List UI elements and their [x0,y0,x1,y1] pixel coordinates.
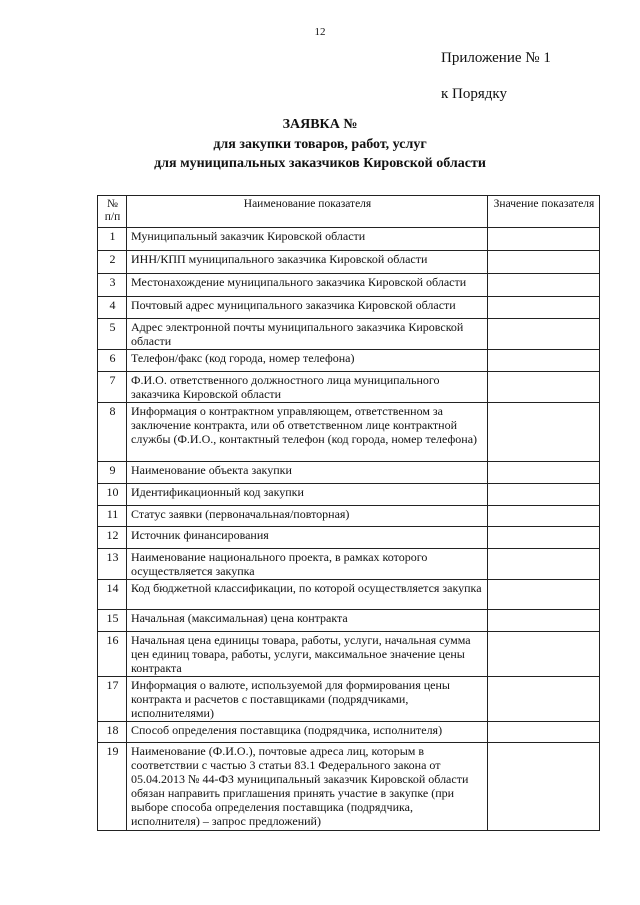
table-row [98,527,600,549]
row-indicator-name: Местонахождение муниципального заказчика Кировской области [127,274,488,297]
row-indicator-name: Статус заявки (первоначальная/повторная) [127,506,488,527]
row-number: 10 [98,484,127,506]
header-indicator-value: Значение показателя [488,196,600,228]
row-number: 17 [98,677,127,722]
row-number: 12 [98,527,127,549]
row-number: 6 [98,350,127,372]
row-indicator-name: Источник финансирования [127,527,488,549]
annex-reference: к Порядку [441,86,507,102]
table-row [98,319,600,350]
row-indicator-name: Ф.И.О. ответственного должностного лица муниципального заказчика Кировской области [127,372,488,403]
form-title [0,115,640,174]
row-number: 9 [98,462,127,484]
table-body [98,228,600,831]
row-indicator-name: Информация о контрактном управляющем, ответственном за заключение контракта, или об ответственном лице контрактной службы (Ф.И.О., контактный телефон (код города, номер телефона) [127,403,488,462]
table-row [98,506,600,527]
row-value-cell[interactable] [488,403,600,462]
header-number: № п/п [98,196,127,228]
row-indicator-name: Код бюджетной классификации, по которой осуществляется закупка [127,580,488,610]
row-number: 7 [98,372,127,403]
row-value-cell[interactable] [488,297,600,319]
page-number: 12 [314,26,326,38]
row-value-cell[interactable] [488,274,600,297]
table-row [98,484,600,506]
row-value-cell[interactable] [488,527,600,549]
row-indicator-name: Наименование объекта закупки [127,462,488,484]
row-value-cell[interactable] [488,722,600,743]
table-row [98,274,600,297]
row-value-cell[interactable] [488,506,600,527]
row-number: 2 [98,251,127,274]
form-title-line-1: ЗАЯВКА № [282,117,358,132]
row-number: 4 [98,297,127,319]
table-row [98,350,600,372]
row-number: 13 [98,549,127,580]
row-number: 19 [98,743,127,831]
table-header-row [98,196,600,228]
row-number: 16 [98,632,127,677]
form-title-line-3: для муниципальных заказчиков Кировской области [154,156,486,171]
table-row [98,228,600,251]
header-indicator-name: Наименование показателя [127,196,488,228]
row-number: 14 [98,580,127,610]
table-row [98,610,600,632]
table-row [98,632,600,677]
row-value-cell[interactable] [488,549,600,580]
row-value-cell[interactable] [488,372,600,403]
row-indicator-name: Почтовый адрес муниципального заказчика Кировской области [127,297,488,319]
row-number: 1 [98,228,127,251]
row-indicator-name: Начальная цена единицы товара, работы, услуги, начальная сумма цен единиц товара, работы, услуги, максимальное значение цены контракта [127,632,488,677]
annex-title: Приложение № 1 [441,50,551,66]
row-value-cell[interactable] [488,610,600,632]
table-row [98,722,600,743]
row-indicator-name: Начальная (максимальная) цена контракта [127,610,488,632]
row-indicator-name: Телефон/факс (код города, номер телефона) [127,350,488,372]
row-value-cell[interactable] [488,319,600,350]
row-value-cell[interactable] [488,350,600,372]
row-indicator-name: Наименование (Ф.И.О.), почтовые адреса лиц, которым в соответствии с частью 3 статьи 83.1 Федерального закона от 05.04.2013 № 44-ФЗ муниципальный заказчик Кировской области обязан направить приглашения принять участие в закупке (при выборе способа определения поставщика (подрядчика, исполнителя) – запрос предложений) [127,743,488,831]
table-row [98,403,600,462]
row-number: 8 [98,403,127,462]
row-number: 5 [98,319,127,350]
row-value-cell[interactable] [488,677,600,722]
row-number: 3 [98,274,127,297]
row-value-cell[interactable] [488,251,600,274]
table-row [98,743,600,831]
row-value-cell[interactable] [488,484,600,506]
application-table [97,195,600,831]
table-row [98,251,600,274]
form-title-line-2: для закупки товаров, работ, услуг [213,136,427,152]
row-indicator-name: Идентификационный код закупки [127,484,488,506]
table-row [98,677,600,722]
row-value-cell[interactable] [488,228,600,251]
row-number: 11 [98,506,127,527]
row-indicator-name: Наименование национального проекта, в рамках которого осуществляется закупка [127,549,488,580]
row-value-cell[interactable] [488,580,600,610]
table-row [98,462,600,484]
row-number: 15 [98,610,127,632]
row-indicator-name: Адрес электронной почты муниципального заказчика Кировской области [127,319,488,350]
row-indicator-name: Муниципальный заказчик Кировской области [127,228,488,251]
row-value-cell[interactable] [488,743,600,831]
table-row [98,297,600,319]
row-indicator-name: Информация о валюте, используемой для формирования цены контракта и расчетов с поставщиками (подрядчиками, исполнителями) [127,677,488,722]
table-row [98,549,600,580]
row-indicator-name: Способ определения поставщика (подрядчика, исполнителя) [127,722,488,743]
row-number: 18 [98,722,127,743]
table-row [98,372,600,403]
table-row [98,580,600,610]
row-value-cell[interactable] [488,462,600,484]
row-indicator-name: ИНН/КПП муниципального заказчика Кировской области [127,251,488,274]
row-value-cell[interactable] [488,632,600,677]
